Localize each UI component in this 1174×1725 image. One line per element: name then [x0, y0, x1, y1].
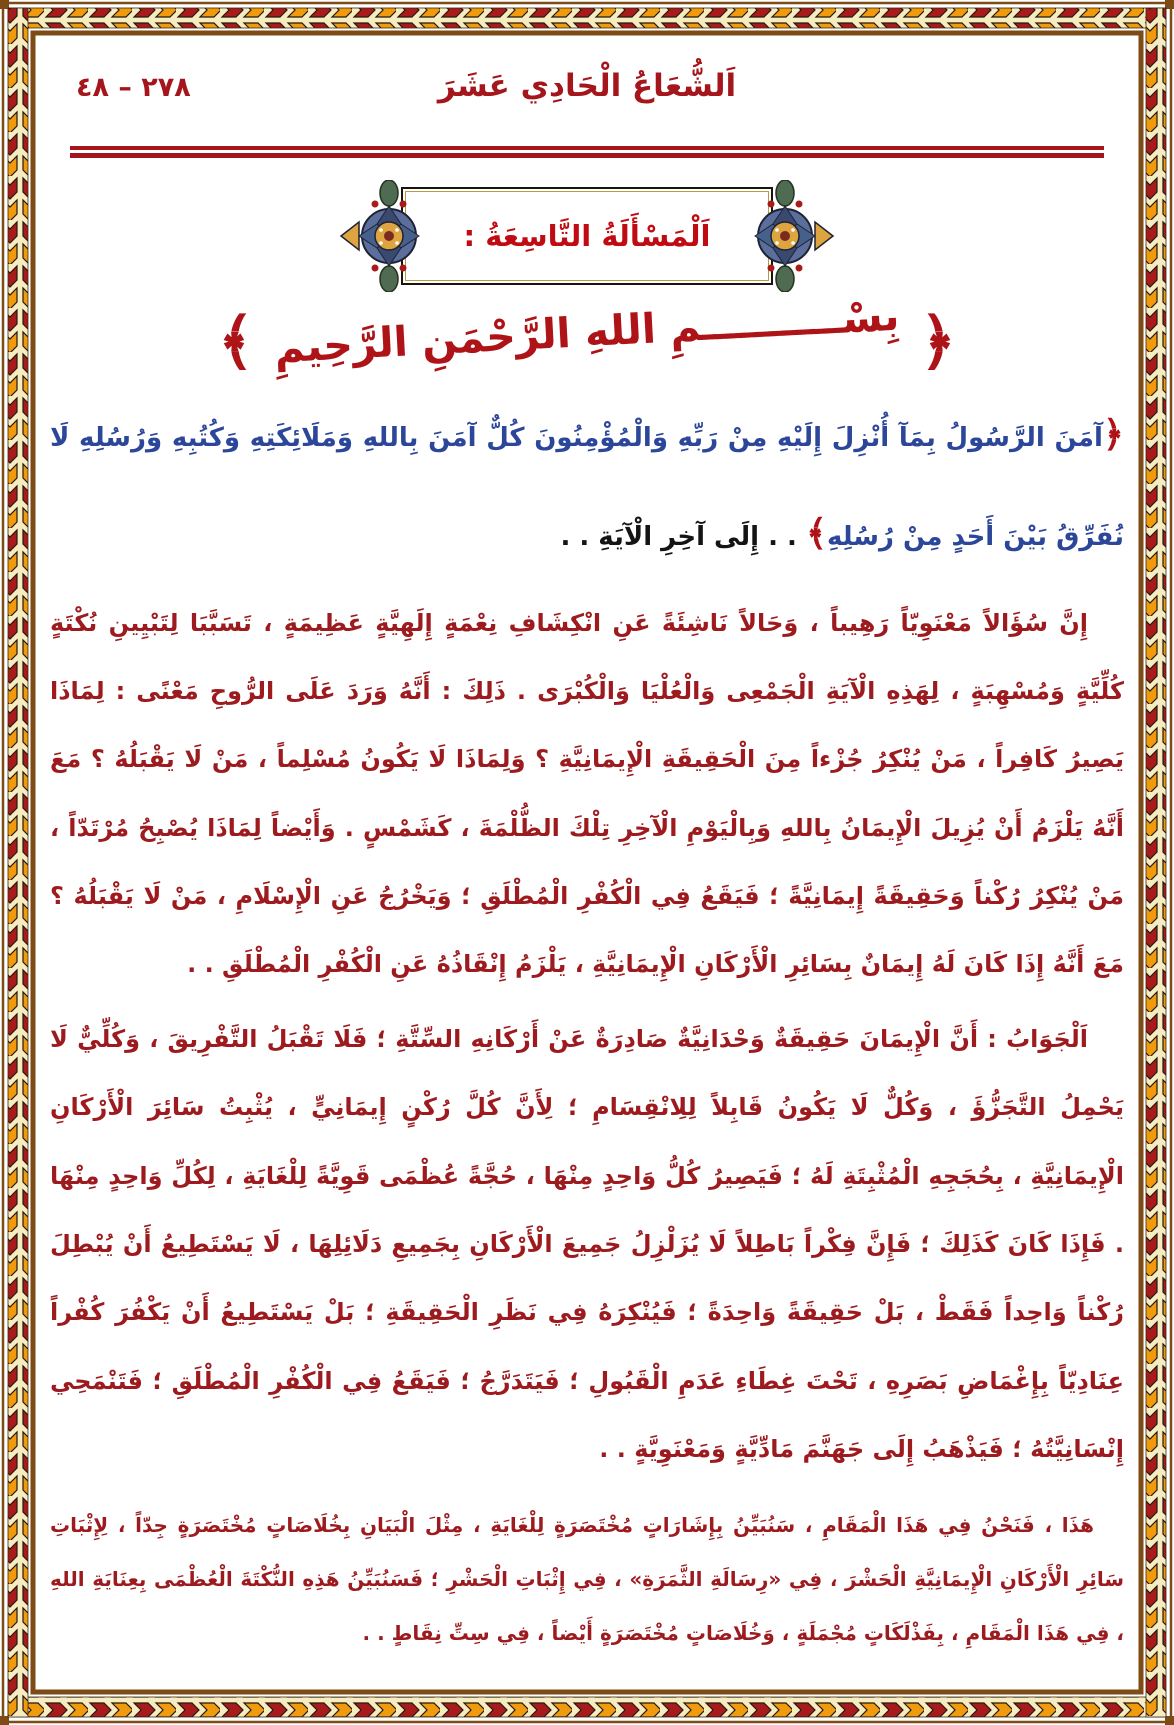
verse-text: آمَنَ الرَّسُولُ بِمَآ أُنْزِلَ إِلَيْهِ مِنْ رَبِّهِ وَالْمُؤْمِنُونَ كُلٌّ آمَنَ بِاللهِ وَمَلَائِكَتِهِ وَكُتُبِهِ وَرُسُلِهِ لَا نُفَرِّقُ بَيْنَ أَحَدٍ مِنْ رُسُلِهِ: [50, 422, 1124, 552]
section-ornament-row: [46, 180, 1128, 292]
paragraph-closing-note: هَذَا ، فَنَحْنُ فِي هَذَا الْمَقَامِ ، سَنُبَيِّنُ بِإِشَارَاتٍ مُخْتَصَرَةٍ لِلْغَايَةِ ، مِثْلَ الْبَيَانِ بِخُلَاصَاتٍ مُخْتَصَرَةٍ جِدّاً ، لِإِثْبَاتِ سَائِرِ الْأَرْكَانِ الْإِيمَانِيَّةِ الْحَشْرَ ، فِي «رِسَالَةِ الثَّمَرَةِ» ، فِي إِثْبَاتِ الْحَشْرِ ؛ فَسَنُبَيِّنُ هَذِهِ النُّكْتَةَ الْعُظْمَى بِعِنَايَةِ اللهِ ، فِي هَذَا الْمَقَامِ ، بِفَذْلَكَاتٍ مُجْمَلَةٍ ، وَخُلَاصَاتٍ مُخْتَصَرَةٍ أَيْضاً ، فِي سِتِّ نِقَاطٍ . .: [50, 1512, 1124, 1645]
floral-medallion-icon: [337, 180, 441, 292]
ornate-bracket-left-icon: ﴾: [217, 304, 255, 378]
quran-verse: [50, 385, 1124, 583]
section-heading: اَلْمَسْأَلَةُ التَّاسِعَةُ :: [463, 219, 711, 253]
section-heading-box: [401, 187, 773, 285]
paragraph-question: إِنَّ سُؤَالاً مَعْنَوِيّاً رَهِيباً ، وَحَالاً نَاشِئَةً عَنِ انْكِشَافِ نِعْمَةٍ إِلَهِيَّةٍ عَظِيمَةٍ ، تَسَبَّبَا لِتَبْيِينِ نُكْتَةٍ كُلِّيَّةٍ وَمُسْهِبَةٍ ، لِهَذِهِ الْآيَةِ الْجَمْعِى وَالْعُلْيَا وَالْكُبْرَى . ذَلِكَ : أَنَّهُ وَرَدَ عَلَى الرُّوحِ مَعْنًى : لِمَاذَا يَصِيرُ كَافِراً ، مَنْ يُنْكِرُ جُزْءاً مِنَ الْحَقِيقَةِ الْإِيمَانِيَّةِ ؟ وَلِمَاذَا لَا يَكُونُ مُسْلِماً ، مَنْ لَا يَقْبَلُهُ ؟ مَعَ أَنَّهُ يَلْزَمُ أَنْ يُزِيلَ الْإِيمَانُ بِاللهِ وَبِالْيَوْمِ الْآخِرِ تِلْكَ الظُّلْمَةَ ، كَشَمْسٍ . وَأَيْضاً لِمَاذَا يُصْبِحُ مُرْتَدّاً ، مَنْ يُنْكِرُ رُكْناً وَحَقِيقَةً إِيمَانِيَّةً ؛ فَيَقَعُ فِي الْكُفْرِ الْمُطْلَقِ ؛ وَيَخْرُجُ عَنِ الْإِسْلَامِ ، مَنْ لَا يَقْبَلُهُ ؟ مَعَ أَنَّهُ إِذَا كَانَ لَهُ إِيمَانٌ بِسَائِرِ الْأَرْكَانِ الْإِيمَانِيَّةِ ، يَلْزَمُ إِنْقَاذُهُ عَنِ الْكُفْرِ الْمُطْلَقِ . .: [50, 608, 1124, 979]
basmala-text: بِسْــــــــــمِ اللهِ الرَّحْمَنِ الرَّحِيمِ: [273, 291, 901, 373]
verse-tail: . . إِلَى آخِرِ الْآيَةِ . .: [560, 521, 806, 552]
rule-bottom-line: [70, 153, 1104, 158]
page-title: اَلشُّعَاعُ الْحَادِي عَشَرَ: [437, 68, 737, 104]
verse-open-bracket-icon: ﴿: [1102, 413, 1124, 455]
page-content: [46, 44, 1128, 1681]
section-ornament: [345, 180, 829, 292]
basmala: [46, 291, 1128, 378]
verse-close-bracket-icon: ﴾: [805, 512, 828, 554]
double-rule: [70, 146, 1104, 158]
ornate-bracket-right-icon: ﴿: [919, 304, 957, 378]
paragraph-answer: اَلْجَوَابُ : أَنَّ الْإِيمَانَ حَقِيقَةٌ وَحْدَانِيَّةٌ صَادِرَةٌ عَنْ أَرْكَانِهِ السِّتَّةِ ؛ فَلَا تَقْبَلُ التَّفْرِيقَ ، وَكُلِّيٌّ لَا يَحْمِلُ التَّجَزُّؤَ ، وَكُلٌّ لَا يَكُونُ قَابِلاً لِلِانْقِسَامِ ؛ لِأَنَّ كُلَّ رُكْنٍ إِيمَانِيٍّ ، يُثْبِتُ سَائِرَ الْأَرْكَانِ الْإِيمَانِيَّةِ ، بِحُجَجِهِ الْمُثْبِتَةِ لَهُ ؛ فَيَصِيرُ كُلُّ وَاحِدٍ مِنْهَا ، حُجَّةً عُظْمَى قَوِيَّةً لِلْغَايَةِ ، لِكُلِّ وَاحِدٍ مِنْهَا . فَإِذَا كَانَ كَذَلِكَ ؛ فَإِنَّ فِكْراً بَاطِلاً لَا يُزَلْزِلُ جَمِيعَ الْأَرْكَانِ بِجَمِيعِ دَلَائِلِهَا ، لَا يَسْتَطِيعُ أَنْ يُبْطِلَ رُكْناً وَاحِداً فَقَطْ ، بَلْ حَقِيقَةً وَاحِدَةً ؛ فَيُنْكِرَهُ فِي نَظَرِ الْحَقِيقَةِ ؛ بَلْ يَسْتَطِيعُ أَنْ يَكْفُرَ كُفْراً عِنَادِيّاً بِإِغْمَاضِ بَصَرِهِ ، تَحْتَ غِطَاءِ عَدَمِ الْقَبُولِ ؛ فَيَتَدَرَّجُ ؛ فَيَقَعُ فِي الْكُفْرِ الْمُطْلَقِ ؛ فَتَنْمَحِي إِنْسَانِيَّتُهُ ؛ فَيَذْهَبُ إِلَى جَهَنَّمَ مَادِّيَّةٍ وَمَعْنَوِيَّةٍ . .: [50, 1024, 1124, 1464]
page-header: [46, 68, 1128, 132]
floral-medallion-icon: [733, 180, 837, 292]
rule-top-line: [70, 146, 1104, 150]
page-number: ٢٧٨ – ٤٨: [76, 72, 191, 103]
